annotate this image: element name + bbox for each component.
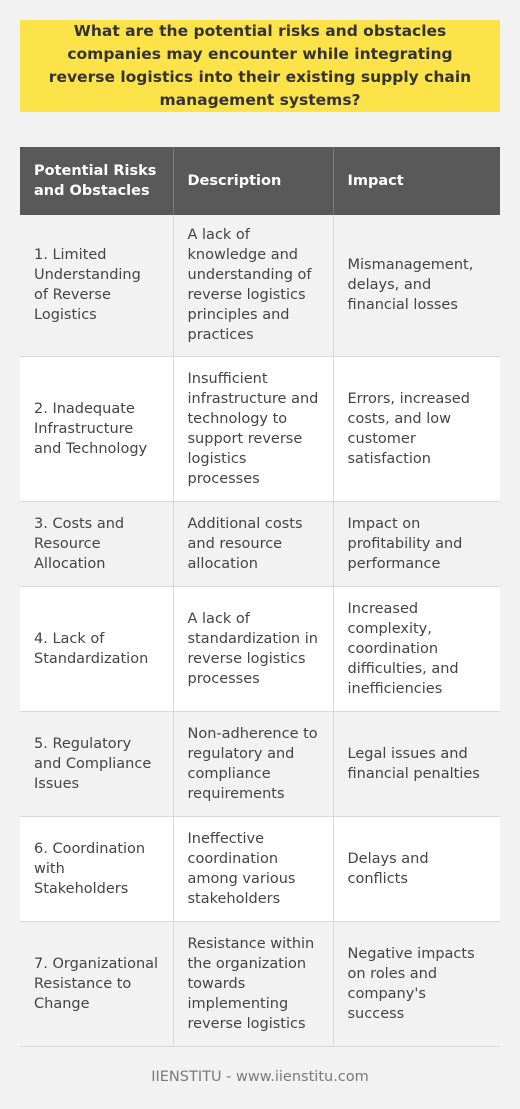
risk-cell: 2. Inadequate Infrastructure and Technology xyxy=(20,356,173,501)
description-cell: Non-adherence to regulatory and compliance requirements xyxy=(173,711,333,816)
table-row xyxy=(20,501,500,586)
description-cell: Resistance within the organization towards implementing reverse logistics xyxy=(173,921,333,1046)
description-cell: A lack of knowledge and understanding of reverse logistics principles and practices xyxy=(173,215,333,356)
risk-cell: 3. Costs and Resource Allocation xyxy=(20,501,173,586)
risk-cell: 1. Limited Understanding of Reverse Logistics xyxy=(20,215,173,356)
impact-cell: Delays and conflicts xyxy=(333,816,500,921)
impact-cell: Increased complexity, coordination difficulties, and inefficiencies xyxy=(333,586,500,711)
description-cell: A lack of standardization in reverse logistics processes xyxy=(173,586,333,711)
table-row xyxy=(20,586,500,711)
table-row xyxy=(20,921,500,1046)
table-row xyxy=(20,356,500,501)
description-cell: Insufficient infrastructure and technology to support reverse logistics processes xyxy=(173,356,333,501)
table-row xyxy=(20,215,500,356)
header-description: Description xyxy=(173,147,333,215)
header-impact: Impact xyxy=(333,147,500,215)
impact-cell: Mismanagement, delays, and financial losses xyxy=(333,215,500,356)
impact-cell: Errors, increased costs, and low customer satisfaction xyxy=(333,356,500,501)
description-cell: Ineffective coordination among various stakeholders xyxy=(173,816,333,921)
table-row xyxy=(20,816,500,921)
risk-cell: 4. Lack of Standardization xyxy=(20,586,173,711)
table-header-row xyxy=(20,147,500,215)
risk-cell: 7. Organizational Resistance to Change xyxy=(20,921,173,1046)
risks-table xyxy=(20,147,500,1047)
description-cell: Additional costs and resource allocation xyxy=(173,501,333,586)
impact-cell: Negative impacts on roles and company's success xyxy=(333,921,500,1046)
question-box xyxy=(20,20,500,112)
question-title: What are the potential risks and obstacles companies may encounter while integrating reverse logistics into their existing supply chain management systems? xyxy=(48,22,472,109)
footer-credit: IIENSTITU - www.iienstitu.com xyxy=(151,1069,369,1085)
impact-cell: Impact on profitability and performance xyxy=(333,501,500,586)
header-risks: Potential Risks and Obstacles xyxy=(20,147,173,215)
table-row xyxy=(20,711,500,816)
risk-cell: 5. Regulatory and Compliance Issues xyxy=(20,711,173,816)
risk-cell: 6. Coordination with Stakeholders xyxy=(20,816,173,921)
impact-cell: Legal issues and financial penalties xyxy=(333,711,500,816)
